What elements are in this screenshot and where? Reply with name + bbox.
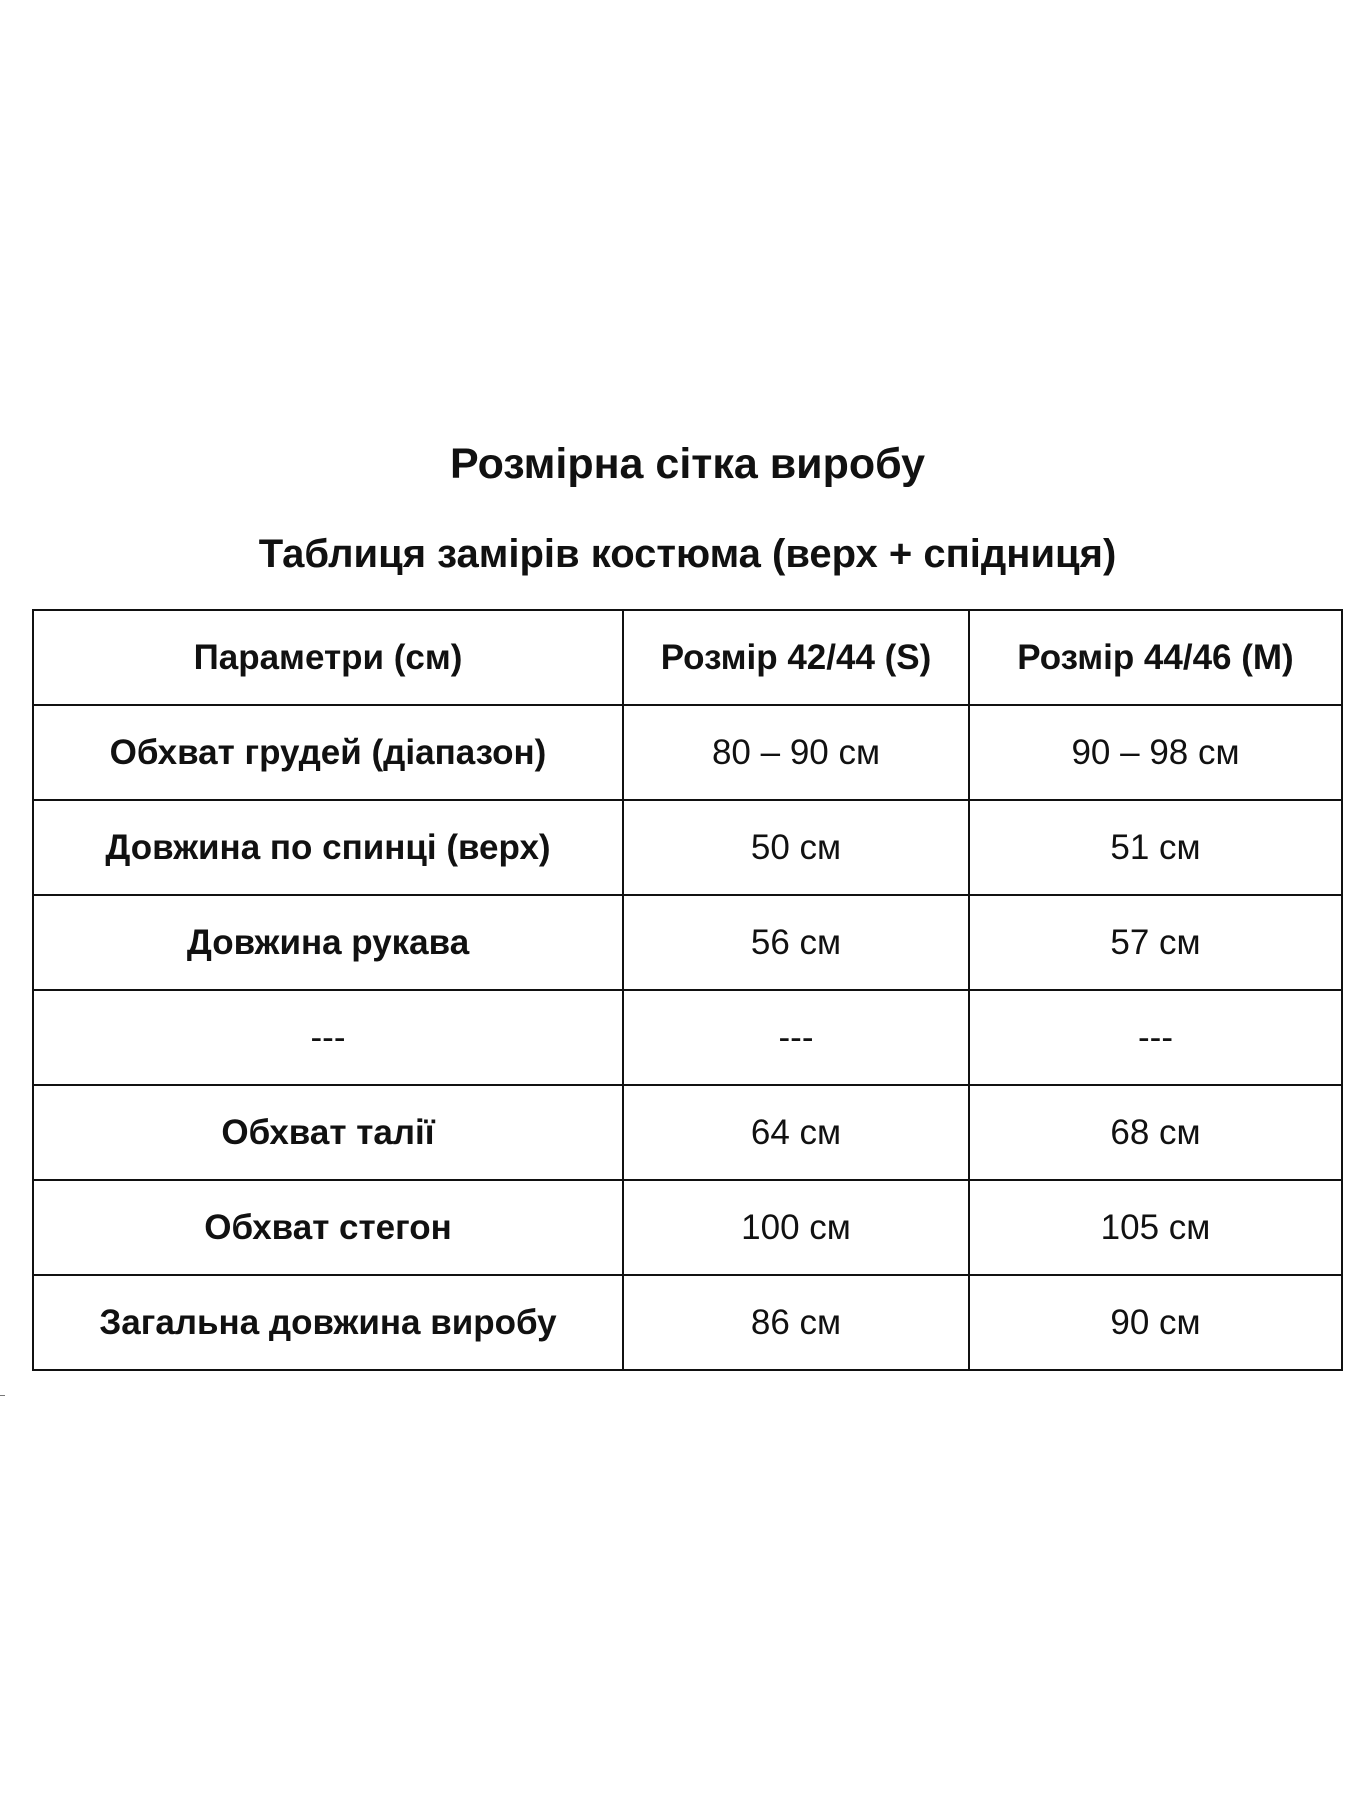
table-row-separator [33,990,1342,1085]
table-body [33,705,1342,1370]
row-value-m: 57 см [969,895,1342,990]
row-parameter: Обхват грудей (діапазон) [33,705,623,800]
row-value-s: --- [623,990,969,1085]
table-header [33,610,1342,705]
row-value-s: 56 см [623,895,969,990]
table-row [33,1275,1342,1370]
row-parameter: Обхват талії [33,1085,623,1180]
row-parameter: Довжина рукава [33,895,623,990]
header-parameters: Параметри (см) [33,610,623,705]
row-value-m: --- [969,990,1342,1085]
row-value-m: 68 см [969,1085,1342,1180]
edge-mark [0,1395,5,1396]
page-title: Розмірна сітка виробу [449,440,926,488]
header-size-s: Розмір 42/44 (S) [623,610,969,705]
row-value-s: 64 см [623,1085,969,1180]
table-title: Таблиця замірів костюма (верх + спідниця) [258,532,1117,576]
row-parameter: Довжина по спинці (верх) [33,800,623,895]
row-value-s: 100 см [623,1180,969,1275]
table-row [33,895,1342,990]
row-value-m: 51 см [969,800,1342,895]
row-parameter: --- [33,990,623,1085]
table-row [33,705,1342,800]
row-parameter: Обхват стегон [33,1180,623,1275]
row-value-m: 90 – 98 см [969,705,1342,800]
table-row [33,1180,1342,1275]
row-value-s: 86 см [623,1275,969,1370]
size-chart-table [32,609,1343,1371]
row-parameter: Загальна довжина виробу [33,1275,623,1370]
header-size-m: Розмір 44/46 (M) [969,610,1342,705]
row-value-m: 90 см [969,1275,1342,1370]
row-value-s: 50 см [623,800,969,895]
table-row [33,800,1342,895]
row-value-s: 80 – 90 см [623,705,969,800]
table-header-row [33,610,1342,705]
row-value-m: 105 см [969,1180,1342,1275]
table-row [33,1085,1342,1180]
